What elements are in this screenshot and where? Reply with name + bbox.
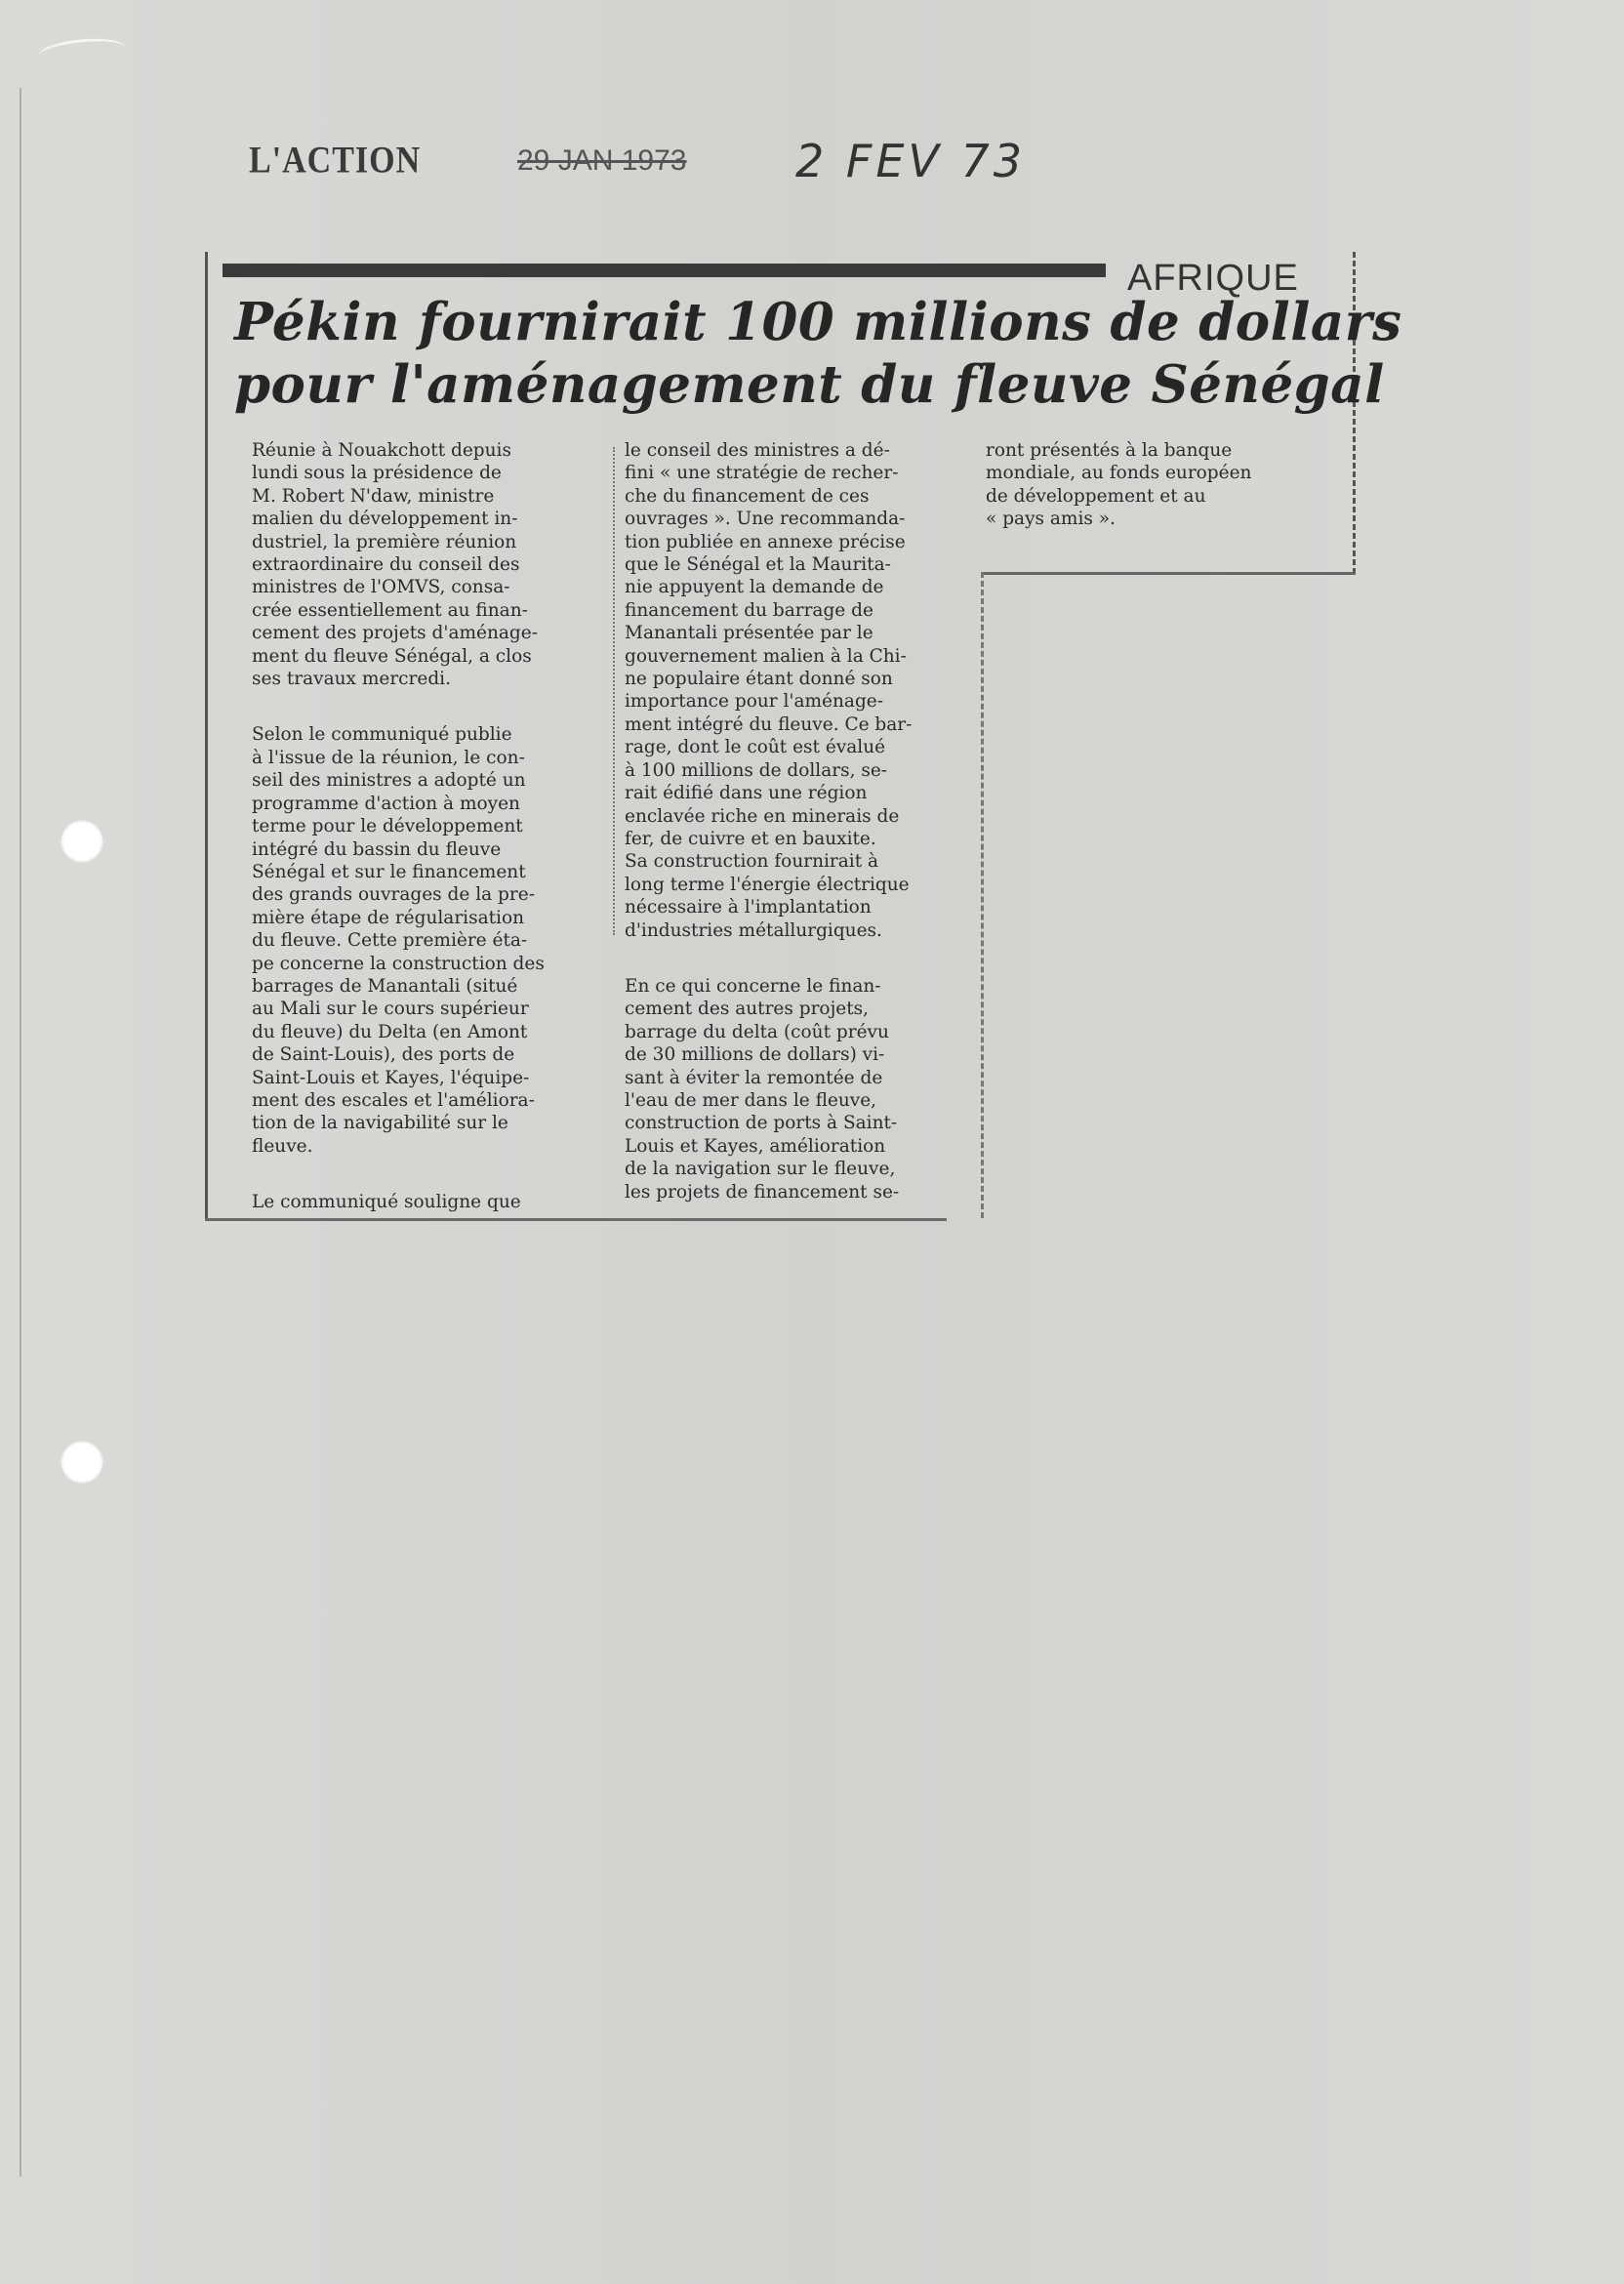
article-column-3	[986, 439, 1322, 531]
newspaper-clipping	[205, 252, 1402, 1222]
newspaper-name: L'ACTION	[249, 140, 422, 182]
paragraph	[986, 439, 1322, 531]
clipping-edge-left	[205, 252, 208, 1220]
article-headline	[234, 291, 1402, 416]
text-line: tion publiée en annexe précise	[625, 531, 906, 552]
struck-date-stamp: 29 JAN 1973	[517, 144, 687, 177]
text-line: au Mali sur le cours supérieur	[252, 999, 529, 1020]
text-line: long terme l'énergie électrique	[625, 874, 910, 895]
text-line: gouvernement malien à la Chi-	[625, 645, 907, 667]
text-line: du fleuve) du Delta (en Amont	[252, 1021, 528, 1042]
text-line: ses travaux mercredi.	[252, 669, 451, 690]
article-column-1	[252, 439, 623, 1214]
text-line: l'eau de mer dans le fleuve,	[625, 1089, 877, 1111]
text-line: Selon le communiqué publie	[252, 724, 512, 746]
text-line: mière étape de régularisation	[252, 907, 525, 928]
paragraph	[252, 723, 623, 1158]
text-line: de Saint-Louis), des ports de	[252, 1044, 515, 1066]
text-line: fleuve.	[252, 1135, 313, 1157]
text-line: rage, dont le coût est évalué	[625, 737, 886, 758]
text-line: de développement et au	[986, 485, 1206, 507]
text-line: che du financement de ces	[625, 485, 870, 507]
punch-hole-bottom	[61, 1441, 103, 1484]
text-line: du fleuve. Cette première éta-	[252, 930, 528, 952]
text-line: barrage du delta (coût prévu	[625, 1021, 889, 1042]
text-line: les projets de financement se-	[625, 1181, 900, 1203]
text-line: que le Sénégal et la Maurita-	[625, 554, 891, 576]
text-line: programme d'action à moyen	[252, 793, 520, 814]
clipping-edge-bottom	[205, 1218, 947, 1221]
text-line: d'industries métallurgiques.	[625, 919, 882, 941]
paragraph	[625, 975, 966, 1203]
section-rule	[223, 264, 1106, 277]
page-margin-line	[20, 88, 21, 2177]
text-line: des grands ouvrages de la pre-	[252, 884, 535, 906]
text-line: extraordinaire du conseil des	[252, 554, 520, 576]
text-line: de la navigation sur le fleuve,	[625, 1159, 896, 1180]
headline-line-1: Pékin fournirait 100 millions de dollars	[234, 292, 1402, 352]
text-line: fini « une stratégie de recher-	[625, 463, 899, 484]
clipping-edge-step	[981, 572, 1356, 575]
text-line: cement des projets d'aménage-	[252, 623, 538, 644]
text-line: pe concerne la construction des	[252, 953, 545, 974]
punch-hole-top	[61, 820, 103, 863]
text-line: lundi sous la présidence de	[252, 463, 502, 484]
clipping-header	[249, 135, 1049, 193]
text-line: enclavée riche en minerais de	[625, 805, 900, 827]
paragraph	[625, 439, 966, 942]
text-line: nie appuyent la demande de	[625, 577, 884, 598]
text-line: de 30 millions de dollars) vi-	[625, 1044, 885, 1066]
text-line: Sa construction fournirait à	[625, 851, 879, 873]
text-line: crée essentiellement au finan-	[252, 599, 528, 621]
text-line: rait édifié dans une région	[625, 783, 868, 804]
text-line: dustriel, la première réunion	[252, 531, 517, 552]
text-line: Le communiqué souligne que	[252, 1192, 521, 1213]
article-column-2	[625, 439, 966, 1203]
text-line: terme pour le développement	[252, 816, 523, 837]
text-line: seil des ministres a adopté un	[252, 770, 526, 792]
text-line: intégré du bassin du fleuve	[252, 838, 502, 860]
section-label: AFRIQUE	[1127, 258, 1299, 299]
handwritten-date: 2 FEV 73	[795, 135, 1027, 187]
paragraph	[252, 439, 623, 690]
text-line: ment intégré du fleuve. Ce bar-	[625, 714, 913, 735]
text-line: Louis et Kayes, amélioration	[625, 1135, 886, 1157]
text-line: ministres de l'OMVS, consa-	[252, 577, 510, 598]
text-line: ment du fleuve Sénégal, a clos	[252, 645, 532, 667]
text-line: le conseil des ministres a dé-	[625, 440, 890, 461]
text-line: Sénégal et sur le financement	[252, 861, 526, 882]
text-line: fer, de cuivre et en bauxite.	[625, 828, 876, 849]
text-line: Saint-Louis et Kayes, l'équipe-	[252, 1067, 530, 1088]
text-line: barrages de Manantali (situé	[252, 975, 518, 997]
paragraph	[252, 1191, 623, 1213]
text-line: importance pour l'aménage-	[625, 691, 883, 713]
text-line: à 100 millions de dollars, se-	[625, 759, 888, 781]
text-line: Manantali présentée par le	[625, 623, 873, 644]
text-line: ouvrages ». Une recommanda-	[625, 509, 906, 530]
text-line: financement du barrage de	[625, 599, 873, 621]
text-line: mondiale, au fonds européen	[986, 463, 1252, 484]
text-line: M. Robert N'daw, ministre	[252, 485, 495, 507]
text-line: ront présentés à la banque	[986, 440, 1233, 461]
text-line: à l'issue de la réunion, le con-	[252, 747, 525, 768]
text-line: Réunie à Nouakchott depuis	[252, 440, 511, 461]
text-line: construction de ports à Saint-	[625, 1113, 898, 1134]
text-line: ment des escales et l'améliora-	[252, 1089, 535, 1111]
text-line: cement des autres projets,	[625, 999, 870, 1020]
headline-line-2: pour l'aménagement du fleuve Sénégal	[234, 354, 1385, 415]
text-line: nécessaire à l'implantation	[625, 897, 872, 918]
text-line: sant à éviter la remontée de	[625, 1067, 883, 1088]
paper-scratch	[38, 33, 129, 71]
text-line: malien du développement in-	[252, 509, 518, 530]
text-line: En ce qui concerne le finan-	[625, 975, 881, 997]
clipping-edge-inner	[981, 572, 987, 1218]
text-line: « pays amis ».	[986, 509, 1116, 530]
text-line: tion de la navigabilité sur le	[252, 1113, 508, 1134]
text-line: ne populaire étant donné son	[625, 669, 893, 690]
